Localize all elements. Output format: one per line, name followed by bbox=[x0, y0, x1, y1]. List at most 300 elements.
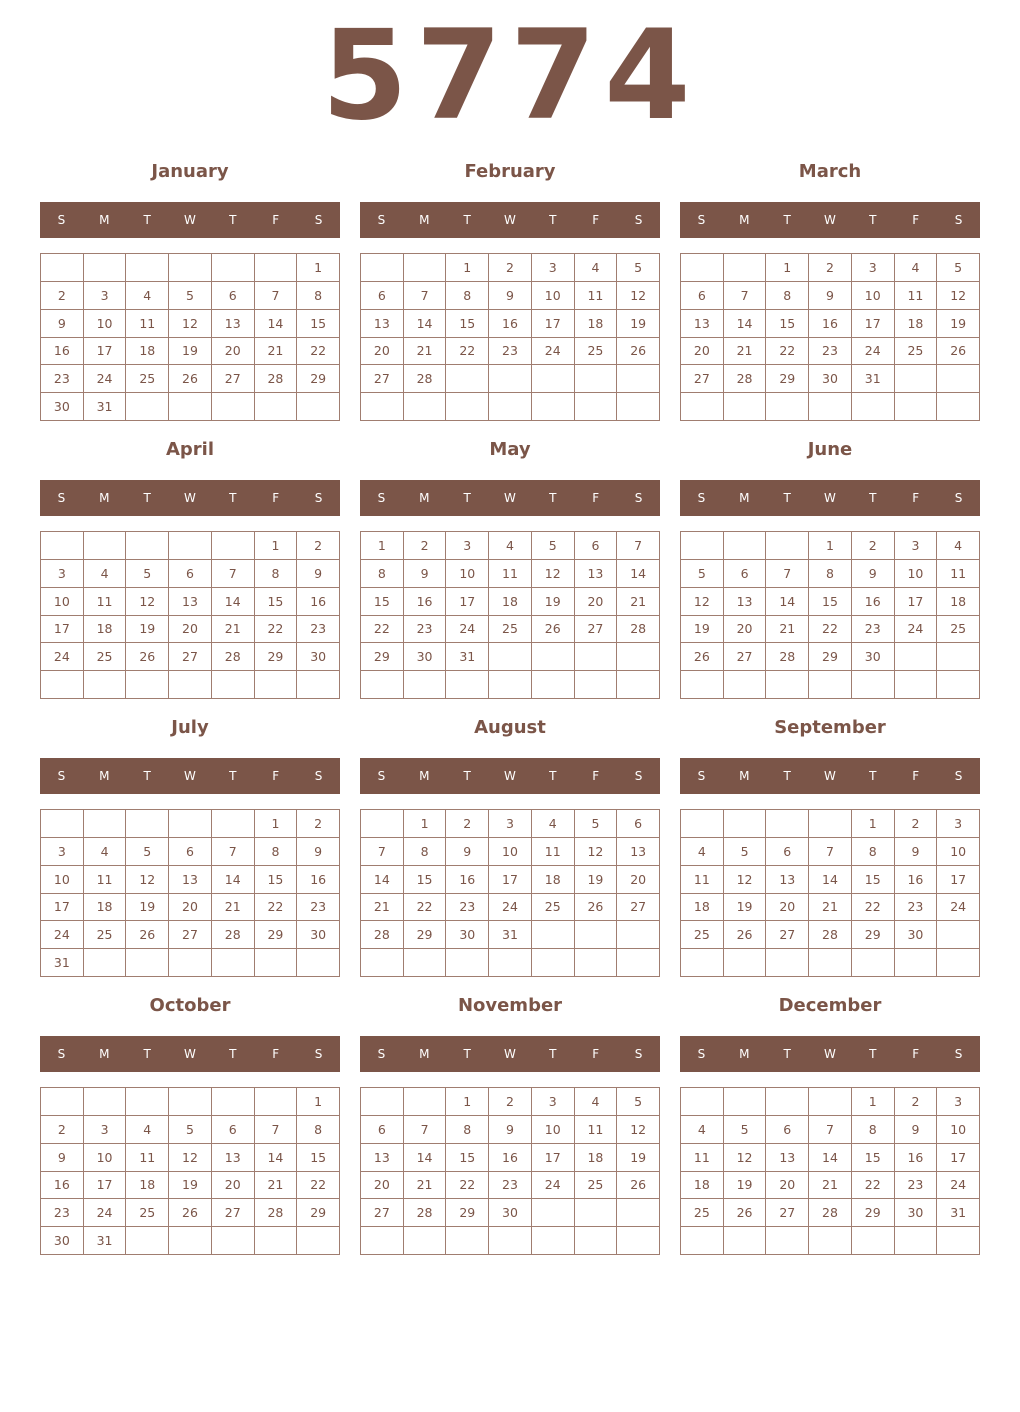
day-cell: 28 bbox=[766, 643, 809, 671]
day-cell: 23 bbox=[41, 1199, 84, 1227]
day-cell: 15 bbox=[255, 866, 298, 894]
empty-day-cell bbox=[809, 671, 852, 699]
day-cell: 22 bbox=[809, 616, 852, 644]
empty-day-cell bbox=[361, 254, 404, 282]
day-cell: 16 bbox=[41, 338, 84, 366]
empty-day-cell bbox=[41, 671, 84, 699]
empty-day-cell bbox=[575, 365, 618, 393]
weekday-label: W bbox=[184, 1047, 196, 1061]
day-cell: 17 bbox=[84, 1172, 127, 1200]
day-cell: 23 bbox=[41, 365, 84, 393]
day-cell: 18 bbox=[84, 894, 127, 922]
day-cell: 24 bbox=[852, 338, 895, 366]
day-cell: 5 bbox=[126, 560, 169, 588]
day-cell: 21 bbox=[212, 894, 255, 922]
day-cell: 10 bbox=[532, 1116, 575, 1144]
day-cell: 14 bbox=[361, 866, 404, 894]
day-cell: 1 bbox=[297, 254, 340, 282]
empty-day-cell bbox=[255, 949, 298, 977]
month-march bbox=[680, 156, 980, 424]
empty-day-cell bbox=[937, 1227, 980, 1255]
empty-day-cell bbox=[532, 921, 575, 949]
day-cell: 17 bbox=[852, 310, 895, 338]
empty-day-cell bbox=[404, 393, 447, 421]
weekday-label: W bbox=[504, 491, 516, 505]
day-cell: 1 bbox=[809, 532, 852, 560]
empty-day-cell bbox=[41, 810, 84, 838]
day-cell: 2 bbox=[489, 1088, 532, 1116]
day-cell: 10 bbox=[489, 838, 532, 866]
day-cell: 23 bbox=[809, 338, 852, 366]
weekday-label: T bbox=[549, 213, 557, 227]
day-cell: 25 bbox=[937, 616, 980, 644]
empty-day-cell bbox=[255, 254, 298, 282]
empty-day-cell bbox=[724, 810, 767, 838]
weekday-label: T bbox=[783, 1047, 791, 1061]
day-cell: 11 bbox=[84, 588, 127, 616]
empty-day-cell bbox=[809, 810, 852, 838]
day-cell: 8 bbox=[255, 560, 298, 588]
day-cell: 1 bbox=[255, 810, 298, 838]
empty-day-cell bbox=[617, 643, 660, 671]
day-cell: 14 bbox=[809, 1144, 852, 1172]
day-cell: 4 bbox=[681, 838, 724, 866]
day-cell: 15 bbox=[255, 588, 298, 616]
month-september bbox=[680, 712, 980, 980]
day-cell: 24 bbox=[937, 1172, 980, 1200]
day-cell: 3 bbox=[84, 282, 127, 310]
day-cell: 11 bbox=[681, 1144, 724, 1172]
day-cell: 13 bbox=[169, 588, 212, 616]
day-cell: 28 bbox=[404, 365, 447, 393]
day-cell: 4 bbox=[126, 1116, 169, 1144]
month-name: September bbox=[774, 717, 886, 738]
month-june bbox=[680, 434, 980, 702]
empty-day-cell bbox=[809, 1088, 852, 1116]
day-cell: 18 bbox=[84, 616, 127, 644]
day-cell: 23 bbox=[297, 616, 340, 644]
day-cell: 31 bbox=[41, 949, 84, 977]
day-cell: 3 bbox=[937, 1088, 980, 1116]
day-cell: 18 bbox=[126, 338, 169, 366]
empty-day-cell bbox=[126, 1227, 169, 1255]
empty-day-cell bbox=[766, 949, 809, 977]
day-cell: 16 bbox=[297, 588, 340, 616]
empty-day-cell bbox=[681, 1088, 724, 1116]
empty-day-cell bbox=[766, 1088, 809, 1116]
day-cell: 25 bbox=[575, 338, 618, 366]
day-cell: 6 bbox=[169, 560, 212, 588]
day-cell: 18 bbox=[126, 1172, 169, 1200]
day-cell: 1 bbox=[766, 254, 809, 282]
day-cell: 22 bbox=[255, 616, 298, 644]
empty-day-cell bbox=[766, 671, 809, 699]
empty-day-cell bbox=[681, 1227, 724, 1255]
day-cell: 12 bbox=[681, 588, 724, 616]
day-cell: 19 bbox=[169, 1172, 212, 1200]
empty-day-cell bbox=[575, 949, 618, 977]
empty-day-cell bbox=[446, 671, 489, 699]
empty-day-cell bbox=[852, 949, 895, 977]
empty-day-cell bbox=[724, 532, 767, 560]
day-cell: 16 bbox=[895, 1144, 938, 1172]
empty-day-cell bbox=[809, 1227, 852, 1255]
weekday-header bbox=[40, 202, 340, 238]
day-cell: 12 bbox=[575, 838, 618, 866]
weekday-label: M bbox=[99, 213, 110, 227]
day-cell: 7 bbox=[212, 838, 255, 866]
weekday-label: W bbox=[824, 769, 836, 783]
day-cell: 16 bbox=[489, 310, 532, 338]
weekday-header bbox=[40, 1036, 340, 1072]
day-cell: 26 bbox=[169, 365, 212, 393]
empty-day-cell bbox=[297, 393, 340, 421]
day-cell: 22 bbox=[361, 616, 404, 644]
empty-day-cell bbox=[617, 393, 660, 421]
weekday-header bbox=[680, 758, 980, 794]
weekday-label: S bbox=[697, 213, 706, 227]
weekday-label: T bbox=[783, 213, 791, 227]
day-cell: 30 bbox=[297, 921, 340, 949]
day-cell: 9 bbox=[404, 560, 447, 588]
month-name: March bbox=[798, 161, 862, 182]
day-cell: 1 bbox=[404, 810, 447, 838]
day-cell: 19 bbox=[575, 866, 618, 894]
day-cell: 27 bbox=[724, 643, 767, 671]
weekday-label: S bbox=[314, 1047, 323, 1061]
weekday-header bbox=[360, 1036, 660, 1072]
empty-day-cell bbox=[532, 393, 575, 421]
empty-day-cell bbox=[169, 1227, 212, 1255]
month-may bbox=[360, 434, 660, 702]
weekday-label: S bbox=[954, 491, 963, 505]
day-cell: 3 bbox=[41, 838, 84, 866]
day-cell: 9 bbox=[297, 560, 340, 588]
day-cell: 15 bbox=[809, 588, 852, 616]
empty-day-cell bbox=[84, 532, 127, 560]
day-cell: 20 bbox=[617, 866, 660, 894]
day-cell: 21 bbox=[404, 338, 447, 366]
day-cell: 13 bbox=[212, 310, 255, 338]
day-cell: 16 bbox=[809, 310, 852, 338]
day-cell: 6 bbox=[169, 838, 212, 866]
day-cell: 24 bbox=[446, 616, 489, 644]
day-grid bbox=[40, 531, 340, 699]
day-cell: 8 bbox=[404, 838, 447, 866]
day-cell: 22 bbox=[446, 338, 489, 366]
day-cell: 26 bbox=[724, 921, 767, 949]
day-cell: 28 bbox=[255, 365, 298, 393]
day-cell: 28 bbox=[212, 643, 255, 671]
day-cell: 17 bbox=[532, 1144, 575, 1172]
day-cell: 14 bbox=[255, 1144, 298, 1172]
day-cell: 6 bbox=[724, 560, 767, 588]
day-cell: 24 bbox=[84, 365, 127, 393]
day-cell: 14 bbox=[404, 1144, 447, 1172]
day-cell: 14 bbox=[212, 866, 255, 894]
day-cell: 30 bbox=[41, 1227, 84, 1255]
empty-day-cell bbox=[84, 671, 127, 699]
day-cell: 30 bbox=[446, 921, 489, 949]
day-cell: 10 bbox=[84, 310, 127, 338]
empty-day-cell bbox=[937, 671, 980, 699]
weekday-label: F bbox=[592, 1047, 600, 1061]
empty-day-cell bbox=[489, 949, 532, 977]
empty-day-cell bbox=[212, 949, 255, 977]
day-cell: 2 bbox=[809, 254, 852, 282]
day-cell: 13 bbox=[361, 1144, 404, 1172]
empty-day-cell bbox=[532, 949, 575, 977]
empty-day-cell bbox=[126, 949, 169, 977]
day-cell: 18 bbox=[937, 588, 980, 616]
day-cell: 3 bbox=[532, 254, 575, 282]
day-cell: 22 bbox=[255, 894, 298, 922]
empty-day-cell bbox=[361, 671, 404, 699]
weekday-label: F bbox=[272, 769, 280, 783]
day-cell: 28 bbox=[361, 921, 404, 949]
month-name: May bbox=[489, 439, 531, 460]
weekday-label: T bbox=[143, 213, 151, 227]
weekday-label: S bbox=[634, 213, 643, 227]
day-cell: 29 bbox=[852, 921, 895, 949]
empty-day-cell bbox=[617, 671, 660, 699]
weekday-label: S bbox=[57, 769, 66, 783]
day-cell: 8 bbox=[446, 282, 489, 310]
weekday-header bbox=[360, 480, 660, 516]
weekday-label: F bbox=[592, 769, 600, 783]
day-cell: 26 bbox=[126, 643, 169, 671]
day-cell: 24 bbox=[489, 894, 532, 922]
day-cell: 25 bbox=[681, 1199, 724, 1227]
day-cell: 15 bbox=[852, 866, 895, 894]
day-cell: 11 bbox=[532, 838, 575, 866]
empty-day-cell bbox=[489, 643, 532, 671]
day-cell: 6 bbox=[766, 838, 809, 866]
day-cell: 19 bbox=[169, 338, 212, 366]
weekday-label: S bbox=[634, 491, 643, 505]
empty-day-cell bbox=[255, 1227, 298, 1255]
empty-day-cell bbox=[41, 1088, 84, 1116]
weekday-label: S bbox=[377, 491, 386, 505]
weekday-label: T bbox=[549, 769, 557, 783]
weekday-label: F bbox=[912, 491, 920, 505]
day-cell: 20 bbox=[212, 1172, 255, 1200]
empty-day-cell bbox=[169, 949, 212, 977]
day-cell: 28 bbox=[809, 1199, 852, 1227]
day-cell: 28 bbox=[212, 921, 255, 949]
day-cell: 22 bbox=[446, 1172, 489, 1200]
month-name: June bbox=[807, 439, 853, 460]
day-cell: 5 bbox=[126, 838, 169, 866]
month-name: August bbox=[474, 717, 546, 738]
weekday-label: S bbox=[57, 491, 66, 505]
day-cell: 5 bbox=[724, 838, 767, 866]
day-cell: 24 bbox=[84, 1199, 127, 1227]
day-cell: 6 bbox=[766, 1116, 809, 1144]
day-cell: 17 bbox=[532, 310, 575, 338]
day-cell: 6 bbox=[212, 1116, 255, 1144]
weekday-label: S bbox=[954, 769, 963, 783]
weekday-label: T bbox=[143, 491, 151, 505]
weekday-label: F bbox=[272, 491, 280, 505]
month-january bbox=[40, 156, 340, 424]
day-cell: 9 bbox=[41, 310, 84, 338]
empty-day-cell bbox=[84, 949, 127, 977]
empty-day-cell bbox=[681, 393, 724, 421]
day-cell: 21 bbox=[212, 616, 255, 644]
day-cell: 22 bbox=[297, 1172, 340, 1200]
weekday-header bbox=[680, 202, 980, 238]
day-cell: 25 bbox=[532, 894, 575, 922]
day-cell: 23 bbox=[489, 338, 532, 366]
weekday-label: T bbox=[463, 769, 471, 783]
day-cell: 12 bbox=[126, 588, 169, 616]
day-cell: 14 bbox=[809, 866, 852, 894]
day-cell: 10 bbox=[41, 588, 84, 616]
day-cell: 10 bbox=[895, 560, 938, 588]
weekday-label: F bbox=[912, 1047, 920, 1061]
day-cell: 4 bbox=[575, 1088, 618, 1116]
day-cell: 19 bbox=[937, 310, 980, 338]
empty-day-cell bbox=[809, 393, 852, 421]
day-cell: 11 bbox=[126, 310, 169, 338]
day-cell: 4 bbox=[532, 810, 575, 838]
day-cell: 21 bbox=[255, 1172, 298, 1200]
empty-day-cell bbox=[446, 1227, 489, 1255]
empty-day-cell bbox=[575, 393, 618, 421]
day-cell: 24 bbox=[41, 921, 84, 949]
day-cell: 20 bbox=[724, 616, 767, 644]
weekday-label: M bbox=[419, 769, 430, 783]
day-cell: 8 bbox=[446, 1116, 489, 1144]
day-cell: 13 bbox=[724, 588, 767, 616]
day-cell: 3 bbox=[852, 254, 895, 282]
weekday-label: W bbox=[504, 213, 516, 227]
day-cell: 5 bbox=[169, 1116, 212, 1144]
empty-day-cell bbox=[852, 393, 895, 421]
day-cell: 14 bbox=[724, 310, 767, 338]
day-cell: 27 bbox=[361, 1199, 404, 1227]
empty-day-cell bbox=[489, 671, 532, 699]
day-cell: 20 bbox=[766, 894, 809, 922]
empty-day-cell bbox=[575, 671, 618, 699]
day-cell: 4 bbox=[126, 282, 169, 310]
day-cell: 5 bbox=[937, 254, 980, 282]
weekday-label: W bbox=[824, 1047, 836, 1061]
day-cell: 12 bbox=[126, 866, 169, 894]
day-cell: 8 bbox=[361, 560, 404, 588]
day-cell: 23 bbox=[895, 894, 938, 922]
day-cell: 26 bbox=[937, 338, 980, 366]
day-cell: 27 bbox=[681, 365, 724, 393]
day-cell: 1 bbox=[361, 532, 404, 560]
day-cell: 20 bbox=[169, 894, 212, 922]
day-cell: 10 bbox=[532, 282, 575, 310]
day-cell: 23 bbox=[297, 894, 340, 922]
day-cell: 9 bbox=[446, 838, 489, 866]
day-grid bbox=[40, 253, 340, 421]
day-cell: 19 bbox=[532, 588, 575, 616]
day-cell: 6 bbox=[575, 532, 618, 560]
day-cell: 17 bbox=[937, 866, 980, 894]
day-cell: 8 bbox=[852, 1116, 895, 1144]
weekday-label: M bbox=[99, 769, 110, 783]
day-cell: 15 bbox=[404, 866, 447, 894]
empty-day-cell bbox=[404, 254, 447, 282]
day-cell: 7 bbox=[809, 1116, 852, 1144]
day-cell: 8 bbox=[255, 838, 298, 866]
empty-day-cell bbox=[895, 1227, 938, 1255]
day-cell: 22 bbox=[766, 338, 809, 366]
weekday-label: S bbox=[634, 1047, 643, 1061]
day-grid bbox=[680, 531, 980, 699]
day-cell: 2 bbox=[297, 532, 340, 560]
day-cell: 19 bbox=[617, 1144, 660, 1172]
empty-day-cell bbox=[532, 1199, 575, 1227]
day-cell: 30 bbox=[895, 921, 938, 949]
day-cell: 29 bbox=[297, 365, 340, 393]
day-cell: 5 bbox=[532, 532, 575, 560]
day-cell: 25 bbox=[84, 643, 127, 671]
day-cell: 19 bbox=[126, 616, 169, 644]
day-cell: 22 bbox=[852, 894, 895, 922]
month-name: December bbox=[778, 995, 882, 1016]
day-cell: 13 bbox=[617, 838, 660, 866]
day-cell: 3 bbox=[895, 532, 938, 560]
weekday-label: T bbox=[549, 491, 557, 505]
day-cell: 12 bbox=[169, 310, 212, 338]
day-cell: 14 bbox=[766, 588, 809, 616]
day-grid bbox=[40, 809, 340, 977]
day-cell: 18 bbox=[575, 310, 618, 338]
day-cell: 4 bbox=[489, 532, 532, 560]
day-cell: 16 bbox=[852, 588, 895, 616]
empty-day-cell bbox=[617, 921, 660, 949]
day-cell: 12 bbox=[724, 866, 767, 894]
day-cell: 23 bbox=[852, 616, 895, 644]
day-cell: 26 bbox=[617, 1172, 660, 1200]
day-cell: 13 bbox=[212, 1144, 255, 1172]
day-cell: 12 bbox=[169, 1144, 212, 1172]
empty-day-cell bbox=[895, 671, 938, 699]
day-cell: 3 bbox=[446, 532, 489, 560]
day-cell: 17 bbox=[937, 1144, 980, 1172]
day-grid bbox=[360, 1087, 660, 1255]
day-cell: 24 bbox=[532, 1172, 575, 1200]
day-cell: 16 bbox=[297, 866, 340, 894]
weekday-label: S bbox=[954, 1047, 963, 1061]
empty-day-cell bbox=[361, 810, 404, 838]
empty-day-cell bbox=[617, 949, 660, 977]
empty-day-cell bbox=[937, 949, 980, 977]
day-cell: 15 bbox=[852, 1144, 895, 1172]
day-cell: 3 bbox=[84, 1116, 127, 1144]
month-name: January bbox=[151, 161, 229, 182]
day-grid bbox=[360, 253, 660, 421]
day-cell: 25 bbox=[126, 1199, 169, 1227]
day-cell: 7 bbox=[724, 282, 767, 310]
day-cell: 26 bbox=[532, 616, 575, 644]
day-cell: 12 bbox=[617, 1116, 660, 1144]
empty-day-cell bbox=[404, 1088, 447, 1116]
day-cell: 8 bbox=[297, 1116, 340, 1144]
empty-day-cell bbox=[361, 1088, 404, 1116]
empty-day-cell bbox=[84, 254, 127, 282]
day-cell: 29 bbox=[809, 643, 852, 671]
day-cell: 27 bbox=[766, 921, 809, 949]
day-cell: 7 bbox=[255, 1116, 298, 1144]
empty-day-cell bbox=[532, 671, 575, 699]
